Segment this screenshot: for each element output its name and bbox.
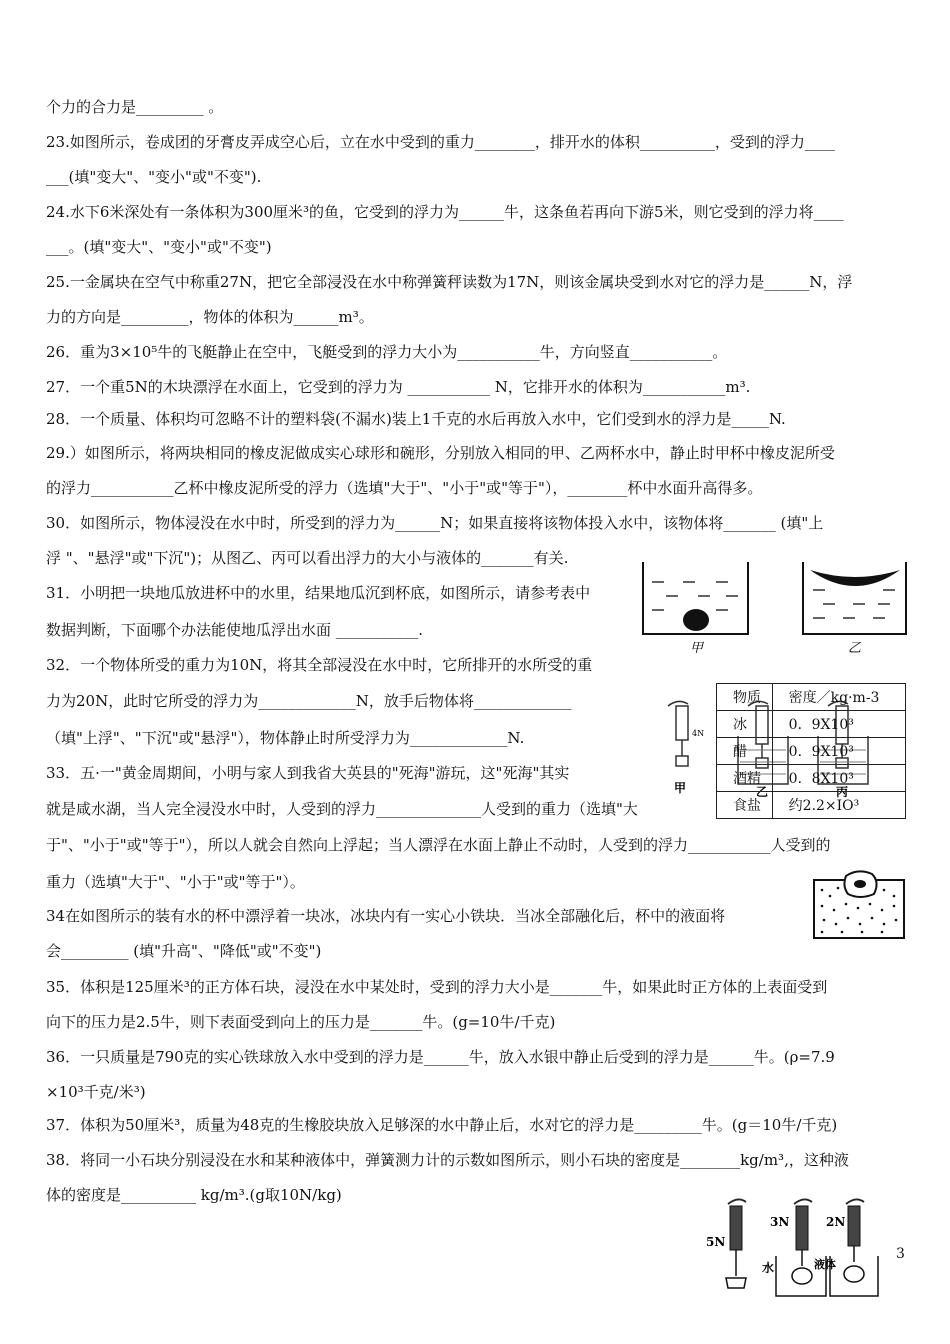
line-7: 26．重为3×10⁵牛的飞艇静止在空中，飞艇受到的浮力大小为___________牛，方向竖直___________。 <box>46 343 728 361</box>
table-cell: 0．9X10³ <box>772 711 905 738</box>
small-label-b: 乙 <box>756 785 769 799</box>
line-12: 30．如图所示，物体浸没在水中时，所受到的浮力为______N；如果直接将该物体投入水中，该物体将_______ (填"上 <box>46 514 824 532</box>
reading-3: 2N <box>826 1215 846 1229</box>
line-25: 35．体积是125厘米³的正方体石块，浸没在水中某处时，受到的浮力大小是_______牛，如果此时正方体的上表面受到 <box>46 978 828 996</box>
line-5: 25.一金属块在空气中称重27N，把它全部浸没在水中称弹簧秤读数为17N，则该金属块受到水对它的浮力是______N，浮 <box>46 273 853 291</box>
reading-1: 5N <box>706 1235 726 1249</box>
table-cell: 0．8X10³ <box>772 765 905 792</box>
line-28: ×10³千克/米³) <box>46 1083 146 1101</box>
label-water: 水 <box>762 1261 775 1275</box>
line-16: 32．一个物体所受的重力为10N，将其全部浸没在水中时，它所排开的水所受的重 <box>46 656 593 674</box>
table-row <box>717 738 906 765</box>
line-18: （填"上浮"、"下沉"或"悬浮"），物体静止时所受浮力为_____________N. <box>46 729 525 747</box>
header-substance: 物质 <box>717 684 773 711</box>
table-row <box>717 711 906 738</box>
spring-scale-large-figure <box>706 1196 886 1300</box>
clay-ball <box>683 609 709 631</box>
line-3: 24.水下6米深处有一条体积为300厘米³的鱼，它受到的浮力为______牛，这条鱼若再向下游5米，则它受到的浮力将____ <box>46 203 844 221</box>
ice-cup-figure <box>812 866 908 942</box>
line-30: 38．将同一小石块分别浸没在水和某种液体中，弹簧测力计的示数如图所示，则小石块的密度是________kg/m³,，这种液 <box>46 1151 849 1169</box>
line-9: 28．一个质量、体积均可忽略不计的塑料袋(不漏水)装上1千克的水后再放入水中，它们受到水的浮力是_____N. <box>46 410 786 428</box>
reading-2: 3N <box>770 1215 790 1229</box>
line-13: 浮 "、"悬浮"或"下沉")；从图乙、丙可以看出浮力的大小与液体的_______有关. <box>46 549 569 567</box>
line-15: 数据判断，下面哪个办法能使地瓜浮出水面 ___________. <box>46 621 424 639</box>
line-8: 27．一个重5N的木块漂浮在水面上，它受到的浮力为 ___________ N，它排开水的体积为___________m³. <box>46 378 751 396</box>
cup-label-b: 乙 <box>848 641 862 656</box>
table-cell: 醋 <box>717 738 773 765</box>
table-row <box>717 792 906 819</box>
table-cell: 食盐 <box>717 792 773 819</box>
line-11: 的浮力___________乙杯中橡皮泥所受的浮力（选填"大于"、"小于"或"等于"），________杯中水面升高得多。 <box>46 479 763 497</box>
line-21: 于"、"小于"或"等于"），所以人就会自然向上浮起；当人漂浮在水面上静止不动时，人受到的浮力___________人受到的 <box>46 836 831 854</box>
table-row <box>717 765 906 792</box>
cups-figure <box>638 558 908 658</box>
density-table-header <box>717 684 906 711</box>
line-10: 29.）如图所示，将两块相同的橡皮泥做成实心球形和碗形，分别放入相同的甲、乙两杯水中，静止时甲杯中橡皮泥所受 <box>46 444 835 462</box>
line-2: ___(填"变大"、"变小"或"不变"). <box>46 168 262 186</box>
page-number: 3 <box>896 1246 905 1262</box>
line-27: 36．一只质量是790克的实心铁球放入水中受到的浮力是______牛，放入水银中静止后受到的浮力是______牛。(ρ=7.9 <box>46 1048 835 1066</box>
line-0: 个力的合力是_________ 。 <box>46 98 224 116</box>
small-label-c: 丙 <box>836 785 849 799</box>
line-14: 31．小明把一块地瓜放进杯中的水里，结果地瓜沉到杯底，如图所示，请参考表中 <box>46 584 591 602</box>
header-density: 密度／kg·m-3 <box>772 684 905 711</box>
line-31: 体的密度是__________ kg/m³.(g取10N/kg) <box>46 1186 342 1204</box>
line-22: 重力（选填"大于"、"小于"或"等于"）。 <box>46 873 305 891</box>
density-table <box>716 683 906 819</box>
table-cell: 约2.2×IO³ <box>772 792 905 819</box>
iron-piece <box>854 880 866 888</box>
table-cell: 冰 <box>717 711 773 738</box>
label-liquid: 液体 <box>814 1258 836 1271</box>
line-20: 就是咸水湖，当人完全浸没水中时，人受到的浮力______________人受到的重力（选填"大 <box>46 800 638 818</box>
line-6: 力的方向是_________，物体的体积为______m³。 <box>46 308 374 326</box>
line-4: ___。(填"变大"、"变小"或"不变") <box>46 238 272 256</box>
small-label-a: 甲 <box>674 781 687 795</box>
line-23: 34在如图所示的装有水的杯中漂浮着一块冰，冰块内有一实心小铁块．当冰全部融化后，杯中的液面将 <box>46 907 726 925</box>
scale-reading: 4N <box>692 729 705 738</box>
table-cell: 酒精 <box>717 765 773 792</box>
line-26: 向下的压力是2.5牛，则下表面受到向上的压力是_______牛。(g=10牛/千克) <box>46 1013 556 1031</box>
table-cell: 0．9X10³ <box>772 738 905 765</box>
line-24: 会_________ (填"升高"、"降低"或"不变") <box>46 942 322 960</box>
line-17: 力为20N，此时它所受的浮力为_____________N，放手后物体将_____________ <box>46 692 572 710</box>
cup-label-a: 甲 <box>690 641 704 656</box>
line-29: 37．体积为50厘米³，质量为48克的生橡胶块放入足够深的水中静止后，水对它的浮力是_________牛。(g＝10牛/千克) <box>46 1116 838 1134</box>
line-19: 33．五·一"黄金周期间，小明与家人到我省大英县的"死海"游玩，这"死海"其实 <box>46 764 570 782</box>
line-1: 23.如图所示，卷成团的牙膏皮弄成空心后，立在水中受到的重力________，排开水的体积__________，受到的浮力____ <box>46 133 835 151</box>
clay-bowl <box>810 570 900 586</box>
